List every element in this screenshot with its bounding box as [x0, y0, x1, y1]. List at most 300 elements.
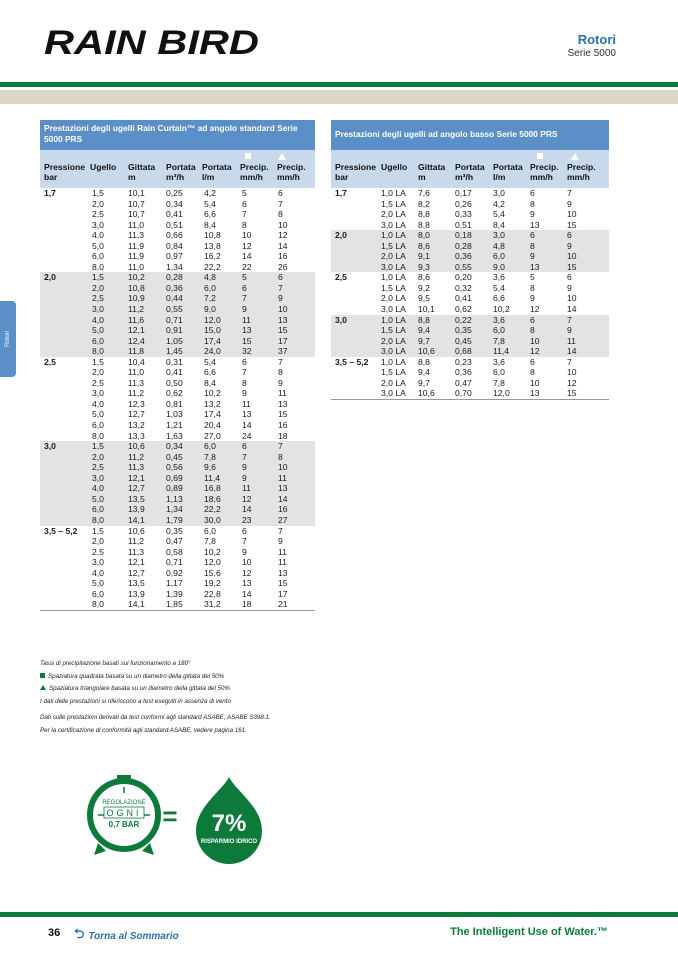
table-row	[331, 346, 609, 357]
table-cell: 8,0	[92, 599, 104, 610]
table-cell: 0,41	[166, 209, 183, 220]
table-cell: 0,47	[166, 536, 183, 547]
table-cell: 9,0	[493, 261, 505, 272]
table-cell: 3,0	[92, 557, 104, 568]
header-section	[568, 33, 616, 61]
table-cell: 0,26	[455, 198, 472, 209]
table-cell: 1,34	[166, 504, 183, 515]
pressure-regulation-badge	[90, 775, 158, 855]
table-cell: 4,0	[92, 567, 104, 578]
table-cell: 19,2	[204, 578, 221, 589]
table-cell: 11	[242, 483, 251, 494]
table-cell: 13	[530, 219, 540, 230]
table-cell: 6,0	[493, 325, 505, 336]
square-marker-icon	[40, 673, 45, 678]
table-cell: 13	[530, 261, 540, 272]
table-cell: 32	[242, 346, 252, 357]
note-line: Spaziatura quadrata basata su un diametro della gittata del 50%	[40, 671, 340, 684]
table-cell: 8,8	[418, 219, 430, 230]
table-cell: 1,34	[166, 261, 183, 272]
table-cell: 8,6	[418, 272, 430, 283]
table-cell: 6	[242, 525, 247, 536]
table-cell: 6	[278, 272, 283, 283]
table-cell: 10	[530, 335, 540, 346]
table-row	[40, 293, 315, 304]
reg-line3: 0,7 BAR	[108, 820, 140, 829]
table-row	[331, 188, 609, 199]
table-cell: 1,5 LA	[381, 282, 406, 293]
table-cell: 11,4	[493, 346, 510, 357]
table-cell: 1,5	[92, 441, 104, 452]
table-cell: 0,35	[455, 325, 472, 336]
low-angle-table	[331, 120, 609, 400]
table-cell: 7,8	[493, 377, 505, 388]
table-cell: 9,4	[418, 325, 430, 336]
table-row	[40, 325, 315, 336]
table-cell: 8	[278, 367, 283, 378]
table-row	[331, 304, 609, 315]
table-cell: 23	[242, 514, 252, 525]
table-cell: 0,97	[166, 251, 183, 262]
table-cell: 12	[567, 377, 577, 388]
pressure-group	[40, 188, 315, 272]
table-cell: 13,8	[204, 240, 221, 251]
table-cell: 0,70	[455, 388, 472, 399]
table-cell: 6,0	[92, 335, 104, 346]
table-cell: 7	[567, 314, 572, 325]
table-cell: 0,45	[166, 451, 183, 462]
back-to-contents-link[interactable]	[74, 925, 179, 947]
table-cell: 3,0 LA	[381, 261, 406, 272]
table-cell: 27	[278, 514, 288, 525]
table-cell: 10	[242, 230, 252, 241]
table-cell: 4,2	[493, 198, 505, 209]
table-cell: 7	[567, 188, 572, 198]
table-cell: 4,8	[493, 240, 505, 251]
table-cell: 7	[278, 525, 283, 536]
table-cell: 7	[242, 293, 247, 304]
table-row	[40, 568, 315, 579]
table-cell: 13,9	[128, 504, 145, 515]
table-cell: 11,9	[128, 251, 145, 262]
table-cell: 5,0	[92, 240, 104, 251]
table-cell: 11,2	[128, 304, 145, 315]
table-cell: 10,6	[418, 388, 435, 399]
table-cell: 0,51	[166, 219, 183, 230]
table-cell: 8	[530, 240, 535, 251]
table-cell: 2,0 LA	[381, 335, 406, 346]
pressure-group	[40, 272, 315, 356]
table-row	[40, 220, 315, 231]
table-row	[40, 589, 315, 600]
table-cell: 22,2	[204, 504, 221, 515]
table-row	[331, 272, 609, 283]
table-cell: 13,9	[128, 588, 145, 599]
table-cell: 0,62	[455, 304, 472, 315]
table-row	[331, 262, 609, 273]
table-cell: 26	[278, 261, 288, 272]
table-cell: 10	[242, 557, 252, 568]
table-cell: 10,7	[128, 198, 145, 209]
table-cell: 15	[567, 219, 577, 230]
pressure-label: 3,5 – 5,2	[335, 356, 369, 367]
note-line: Tassi di precipitazione basati sul funzionamento a 180°	[40, 660, 191, 667]
table-cell: 10,6	[418, 346, 435, 357]
water-saving-badges	[84, 773, 284, 865]
pressure-label: 3,0	[335, 314, 347, 325]
table-cell: 17,4	[204, 335, 221, 346]
saving-pct: 7%	[211, 810, 247, 837]
back-link-label: Torna al Sommario	[88, 930, 179, 942]
table-cell: 10	[567, 293, 577, 304]
table-cell: 2,0	[92, 451, 104, 462]
table-cell: 4,0	[92, 483, 104, 494]
table-cell: 0,91	[166, 325, 183, 336]
table-cell: 15,0	[204, 325, 221, 336]
table-cell: 14	[567, 304, 577, 315]
table-cell: 9	[242, 388, 247, 399]
equals-sign: =	[162, 801, 178, 831]
table-cell: 10,6	[128, 441, 145, 452]
table-cell: 0,36	[455, 251, 472, 262]
table-cell: 0,22	[455, 314, 472, 325]
table-cell: 11,0	[128, 367, 145, 378]
table-cell: 7	[278, 356, 283, 367]
table-cell: 15,6	[204, 567, 221, 578]
table-cell: 10	[278, 304, 288, 315]
table-cell: 14	[242, 420, 252, 431]
table-cell: 1,21	[166, 420, 183, 431]
table-cell: 11,2	[128, 451, 145, 462]
table-body	[40, 188, 315, 610]
table-bottom-rule	[331, 399, 609, 400]
table-cell: 0,45	[455, 335, 472, 346]
table-cell: 11	[242, 314, 251, 325]
table-cell: 12	[278, 230, 288, 241]
table-cell: 0,33	[455, 209, 472, 220]
table-cell: 5	[242, 188, 247, 198]
footer-tagline: The Intelligent Use of Water.™	[450, 926, 608, 938]
reg-line2: OGNI	[106, 808, 142, 818]
table-cell: 13	[242, 325, 252, 336]
table-cell: 7	[278, 441, 283, 452]
table-cell: 1,5	[92, 525, 104, 536]
table-cell: 17,4	[204, 409, 221, 420]
table-cell: 10,1	[128, 188, 145, 198]
table-cell: 13	[278, 398, 288, 409]
table-cell: 0,31	[166, 356, 183, 367]
table-cell: 8,0	[92, 430, 104, 441]
table-cell: 9	[530, 293, 535, 304]
table-cell: 1,79	[166, 514, 183, 525]
table-cell: 0,28	[455, 240, 472, 251]
table-cell: 2,0 LA	[381, 377, 406, 388]
table-row	[40, 409, 315, 420]
table-cell: 8	[278, 209, 283, 220]
table-cell: 0,44	[166, 293, 183, 304]
triangle-marker-icon	[40, 685, 46, 690]
table-cell: 1,0 LA	[381, 356, 406, 367]
table-cell: 0,58	[166, 546, 183, 557]
col-ugello: Ugello	[381, 162, 408, 172]
table-cell: 0,69	[166, 472, 183, 483]
pressure-label: 3,0	[44, 441, 56, 452]
table-cell: 16,2	[204, 251, 221, 262]
table-cell: 15	[567, 261, 577, 272]
table-cell: 6,0	[92, 251, 104, 262]
table-cell: 7	[242, 367, 247, 378]
table-cell: 11,0	[128, 219, 145, 230]
table-cell: 9	[278, 293, 283, 304]
table-cell: 12	[530, 304, 540, 315]
table-cell: 8,4	[204, 219, 216, 230]
table-cell: 12,1	[128, 325, 145, 336]
table-cell: 18	[278, 430, 288, 441]
table-cell: 9	[530, 209, 535, 220]
table-cell: 11,4	[204, 472, 221, 483]
table-cell: 8	[530, 198, 535, 209]
col-precip-triangle: Precip. mm/h	[277, 162, 306, 182]
col-precip-square: Precip. mm/h	[240, 162, 269, 182]
table-cell: 0,89	[166, 483, 183, 494]
table-cell: 2,5	[92, 209, 104, 220]
section-subtitle: Serie 5000	[567, 48, 616, 59]
table-cell: 8,0	[92, 261, 104, 272]
table-cell: 4,8	[204, 272, 216, 283]
table-cell: 15	[278, 578, 288, 589]
table-cell: 1,5 LA	[381, 367, 406, 378]
table-cell: 1,0 LA	[381, 188, 406, 198]
col-portata-lm: Portata l/m	[493, 162, 523, 182]
table-cell: 3,0	[92, 219, 104, 230]
table-cell: 2,5	[92, 377, 104, 388]
table-cell: 6,0	[204, 441, 216, 452]
table-cell: 2,5	[92, 546, 104, 557]
table-cell: 1,5	[92, 272, 104, 283]
table-bottom-rule	[40, 610, 315, 611]
table-cell: 13	[242, 409, 252, 420]
col-precip-square: Precip. mm/h	[530, 162, 559, 182]
table-row	[40, 473, 315, 484]
table-row	[331, 388, 609, 399]
note-line: I dati delle prestazioni si riferiscono a test eseguiti in assenza di vento	[40, 697, 231, 705]
table-cell: 3,6	[493, 356, 505, 367]
table-row	[40, 304, 315, 315]
col-precip-triangle: Precip. mm/h	[567, 162, 596, 182]
table-cell: 8,0	[92, 346, 104, 357]
table-cell: 8,2	[418, 198, 430, 209]
page-number: 36	[48, 927, 61, 939]
table-cell: 1,17	[166, 578, 183, 589]
pressure-label: 2,5	[335, 272, 347, 283]
table-cell: 18,6	[204, 493, 221, 504]
table-cell: 9	[278, 377, 283, 388]
table-cell: 12,1	[128, 472, 145, 483]
table-cell: 0,28	[166, 272, 183, 283]
table-cell: 13	[278, 314, 288, 325]
table-row	[331, 293, 609, 304]
table-cell: 0,32	[455, 282, 472, 293]
table-row	[331, 367, 609, 378]
pressure-label: 2,0	[44, 272, 56, 283]
table-cell: 10	[278, 219, 288, 230]
table-row	[331, 220, 609, 231]
table-cell: 5,4	[204, 356, 216, 367]
table-cell: 17	[278, 588, 288, 599]
table-cell: 14,1	[128, 514, 145, 525]
col-gittata: Gittata m	[418, 162, 446, 182]
table-cell: 1,5 LA	[381, 240, 406, 251]
table-cell: 15	[278, 409, 288, 420]
table-cell: 8	[530, 325, 535, 336]
table-cell: 2,0	[92, 536, 104, 547]
table-row	[40, 557, 315, 568]
table-cell: 3,0	[92, 472, 104, 483]
table-cell: 9	[530, 251, 535, 262]
col-pressione: Pressione bar	[335, 162, 377, 182]
table-cell: 2,0 LA	[381, 293, 406, 304]
table-cell: 11,3	[128, 462, 145, 473]
table-row	[40, 378, 315, 389]
table-cell: 0,20	[455, 272, 472, 283]
table-row	[40, 452, 315, 463]
table-cell: 1,5	[92, 356, 104, 367]
table-cell: 13,5	[128, 578, 145, 589]
table-cell: 6,0	[493, 251, 505, 262]
table-cell: 11,2	[128, 388, 145, 399]
table-cell: 7	[242, 451, 247, 462]
table-row	[40, 494, 315, 505]
table-cell: 8	[530, 282, 535, 293]
table-cell: 0,36	[455, 367, 472, 378]
table-cell: 6	[242, 282, 247, 293]
table-cell: 14,1	[128, 599, 145, 610]
table-row	[40, 315, 315, 326]
table-cell: 13,5	[128, 493, 145, 504]
table-cell: 0,92	[166, 567, 183, 578]
table-cell: 6	[242, 356, 247, 367]
table-cell: 5,4	[493, 282, 505, 293]
table-cell: 12	[530, 346, 540, 357]
table-row	[40, 209, 315, 220]
table-cell: 12,1	[128, 557, 145, 568]
table-cell: 8,0	[92, 514, 104, 525]
table-cell: 9,1	[418, 251, 430, 262]
table-cell: 6,0	[92, 420, 104, 431]
pressure-label: 2,5	[44, 356, 56, 367]
table-cell: 6	[242, 441, 247, 452]
table-cell: 1,5 LA	[381, 198, 406, 209]
table-cell: 14	[278, 493, 288, 504]
table-cell: 14	[278, 240, 288, 251]
table-cell: 0,55	[166, 304, 183, 315]
table-row	[40, 367, 315, 378]
pressure-group	[40, 441, 315, 525]
table-cell: 11	[278, 472, 287, 483]
table-cell: 10,2	[204, 388, 221, 399]
table-row	[331, 315, 609, 326]
table-cell: 5,0	[92, 578, 104, 589]
table-cell: 0,66	[166, 230, 183, 241]
side-tab[interactable]	[0, 301, 16, 377]
table-cell: 8,8	[418, 314, 430, 325]
table-cell: 9,0	[204, 304, 216, 315]
table-cell: 4,2	[204, 188, 216, 198]
table-cell: 9	[278, 536, 283, 547]
table-cell: 6	[278, 188, 283, 198]
table-cell: 16	[278, 420, 288, 431]
pressure-group	[331, 357, 609, 399]
table-cell: 6,6	[204, 209, 216, 220]
pressure-group	[331, 315, 609, 357]
table-cell: 3,0	[493, 188, 505, 198]
table-cell: 6,0	[204, 282, 216, 293]
reg-line1: REGOLAZIONE	[102, 800, 146, 806]
table-cell: 0,18	[455, 230, 472, 241]
table-cell: 9	[567, 282, 572, 293]
table-cell: 7	[278, 198, 283, 209]
table-cell: 1,05	[166, 335, 183, 346]
table-cell: 1,5	[92, 188, 104, 198]
table-cell: 11	[278, 388, 287, 399]
table-cell: 11,2	[128, 536, 145, 547]
table-row	[40, 431, 315, 442]
header-rule	[0, 82, 678, 87]
table-cell: 2,0	[92, 282, 104, 293]
pressure-group	[331, 272, 609, 314]
table-cell: 6	[530, 356, 535, 367]
table-row	[40, 357, 315, 368]
col-gittata: Gittata m	[128, 162, 156, 182]
table-cell: 0,47	[455, 377, 472, 388]
table-row	[40, 441, 315, 452]
table-row	[331, 251, 609, 262]
table-cell: 6,0	[204, 525, 216, 536]
pressure-group	[331, 230, 609, 272]
rain-curtain-table	[40, 120, 315, 611]
col-portata-m3h: Portata m³/h	[166, 162, 196, 182]
table-cell: 1,0 LA	[381, 272, 406, 283]
table-cell: 20,4	[204, 420, 221, 431]
table-cell: 0,34	[166, 441, 183, 452]
table-cell: 9,2	[418, 282, 430, 293]
table-cell: 13	[278, 567, 288, 578]
note-line: Per la certificazione di conformità agli standard ASABE, vedere pagina 161.	[40, 726, 247, 734]
table-row	[40, 420, 315, 431]
table-cell: 7,8	[204, 536, 216, 547]
table-row	[40, 283, 315, 294]
table-cell: 10	[278, 462, 288, 473]
table-row	[331, 283, 609, 294]
table-cell: 5,0	[92, 409, 104, 420]
table-cell: 0,41	[166, 367, 183, 378]
table-cell: 12,0	[204, 314, 221, 325]
table-cell: 7	[242, 536, 247, 547]
table-cell: 10,8	[204, 230, 221, 241]
table-cell: 9	[567, 240, 572, 251]
table-cell: 37	[278, 346, 288, 357]
table-cell: 6	[530, 230, 535, 241]
table-row	[40, 251, 315, 262]
table-row	[40, 483, 315, 494]
table-cell: 3,6	[493, 314, 505, 325]
table-cell: 3,0 LA	[381, 346, 406, 357]
table-cell: 21	[278, 599, 288, 610]
table-cell: 10,1	[418, 304, 435, 315]
table-row	[40, 399, 315, 410]
note-line: Dati sulle prestazioni derivati da test conformi agli standard ASABE; ASABE S398.1.	[40, 714, 271, 721]
table-row	[40, 526, 315, 537]
